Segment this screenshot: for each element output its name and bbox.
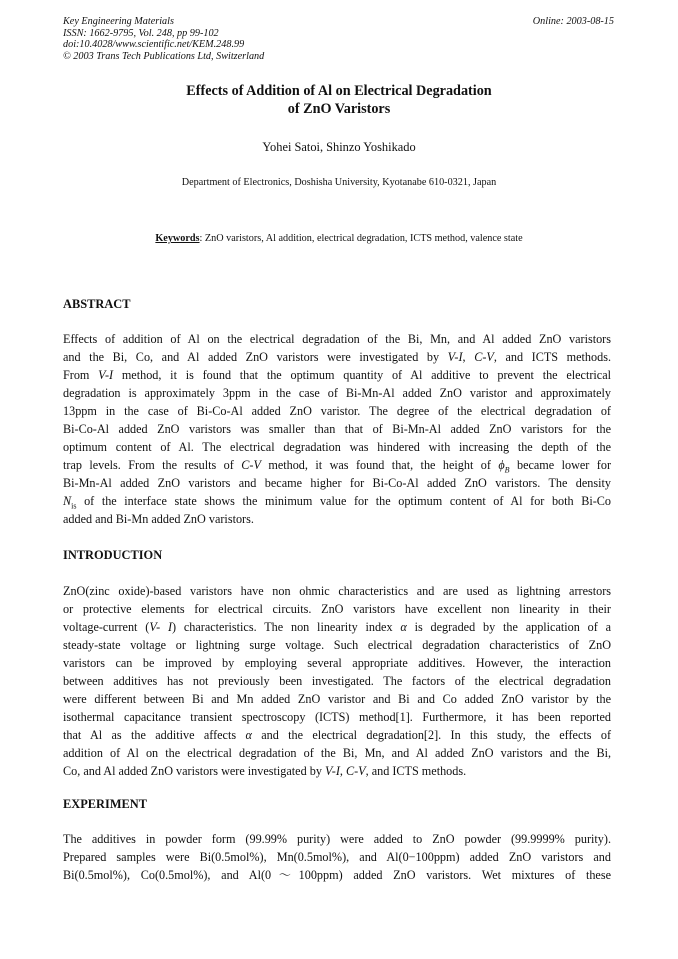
experiment-paragraph	[63, 830, 611, 884]
text-line: and the Bi, Co, and Al added ZnO varistors were investigated by V-I, C-V, and ICTS methods.	[63, 350, 611, 364]
text-line: The additives in powder form (99.99% purity) were added to ZnO powder (99.9999% purity).	[63, 832, 611, 846]
text-line: From V-I method, it is found that the optimum quantity of Al additive to prevent the electrical	[63, 368, 611, 382]
keywords-label: Keywords	[155, 233, 200, 244]
introduction-heading: INTRODUCTION	[63, 548, 163, 562]
journal-name: Key Engineering Materials	[63, 16, 174, 27]
text-line: optimum content of Al. The electrical degradation was hindered with increasing the depth of the	[63, 440, 611, 454]
text-line: Co, and Al added ZnO varistors were investigated by V-I, C-V, and ICTS methods.	[63, 764, 467, 778]
affiliation: Department of Electronics, Doshisha University, Kyotanabe 610-0321, Japan	[181, 177, 497, 188]
text-line: between additives has not previously been investigated. The factors of the electrical degradation	[63, 674, 611, 688]
text-line: added and Bi-Mn added ZnO varistors.	[63, 512, 254, 526]
keywords	[0, 233, 678, 244]
abstract-heading: ABSTRACT	[63, 297, 131, 311]
text-line: $N_{is}$ of the interface state shows the minimum value for the optimum content of Al for both Bi-Co	[63, 494, 611, 511]
journal-header	[63, 16, 264, 62]
text-line: 13ppm in the case of Bi-Co-Al added ZnO varistor. The degree of the electrical degradation of	[63, 404, 611, 418]
text-line: or protective elements for electrical circuits. ZnO varistors have excellent non linearity in their	[63, 602, 611, 616]
text-line: Bi-Mn-Al added ZnO varistors and became higher for Bi-Co-Al added ZnO varistors. The density	[63, 476, 611, 490]
paper-title	[0, 82, 678, 118]
text-line: degradation is approximately 3ppm in the case of Bi-Mn-Al added ZnO varistor and approximately	[63, 386, 611, 400]
title-line-1: Effects of Addition of Al on Electrical Degradation	[186, 83, 492, 99]
text-line: Prepared samples were Bi(0.5mol%), Mn(0.5mol%), and Al(0−100ppm) added ZnO varistors and	[63, 850, 611, 864]
text-line: addition of Al on the electrical degradation of the Bi, Mn, and Al added ZnO varistors and the Bi,	[63, 746, 611, 760]
text-line: isothermal capacitance transient spectroscopy (ICTS) method[1]. Furthermore, it has been reported	[63, 710, 611, 724]
abstract-paragraph	[63, 330, 611, 528]
text-line: varistors can be improved by employing several appropriate additives. However, the interaction	[63, 656, 611, 670]
text-line: Effects of addition of Al on the electrical degradation of the Bi, Mn, and Al added ZnO varistors	[63, 332, 611, 346]
title-line-2: of ZnO Varistors	[287, 101, 391, 117]
text-line: that Al as the additive affects α and the electrical degradation[2]. In this study, the effects of	[63, 728, 611, 742]
text-line: were different between Bi and Mn added ZnO varistor and Bi and Co added ZnO varistor by the	[63, 692, 611, 706]
text-line: ZnO(zinc oxide)-based varistors have non ohmic characteristics and are used as lightning arrestors	[63, 584, 611, 598]
text-line: voltage-current (V- I) characteristics. The non linearity index α is degraded by the application of a	[63, 620, 612, 634]
copyright: © 2003 Trans Tech Publications Ltd, Switzerland	[63, 50, 265, 62]
experiment-heading: EXPERIMENT	[63, 797, 147, 811]
online-date: Online: 2003-08-15	[532, 16, 614, 27]
text-line: steady-state voltage or lightning surge voltage. Such electrical degradation characteristics of ZnO	[63, 638, 611, 652]
text-line: Bi-Co-Al added ZnO varistors was smaller than that of Bi-Mn-Al added ZnO varistors for the	[63, 422, 611, 436]
text-line: trap levels. From the results of C-V method, it was found that, the height of $\phi_B$ became lower for	[63, 458, 611, 475]
introduction-paragraph	[63, 582, 611, 780]
text-line: Bi(0.5mol%), Co(0.5mol%), and Al(0～100ppm) added ZnO varistors. Wet mixtures of these	[63, 868, 611, 882]
authors: Yohei Satoi, Shinzo Yoshikado	[262, 140, 416, 154]
issn: ISSN: 1662-9795, Vol. 248, pp 99-102	[63, 27, 219, 39]
doi: doi:10.4028/www.scientific.net/KEM.248.99	[63, 39, 245, 50]
keywords-text: : ZnO varistors, Al addition, electrical degradation, ICTS method, valence state	[199, 233, 523, 244]
